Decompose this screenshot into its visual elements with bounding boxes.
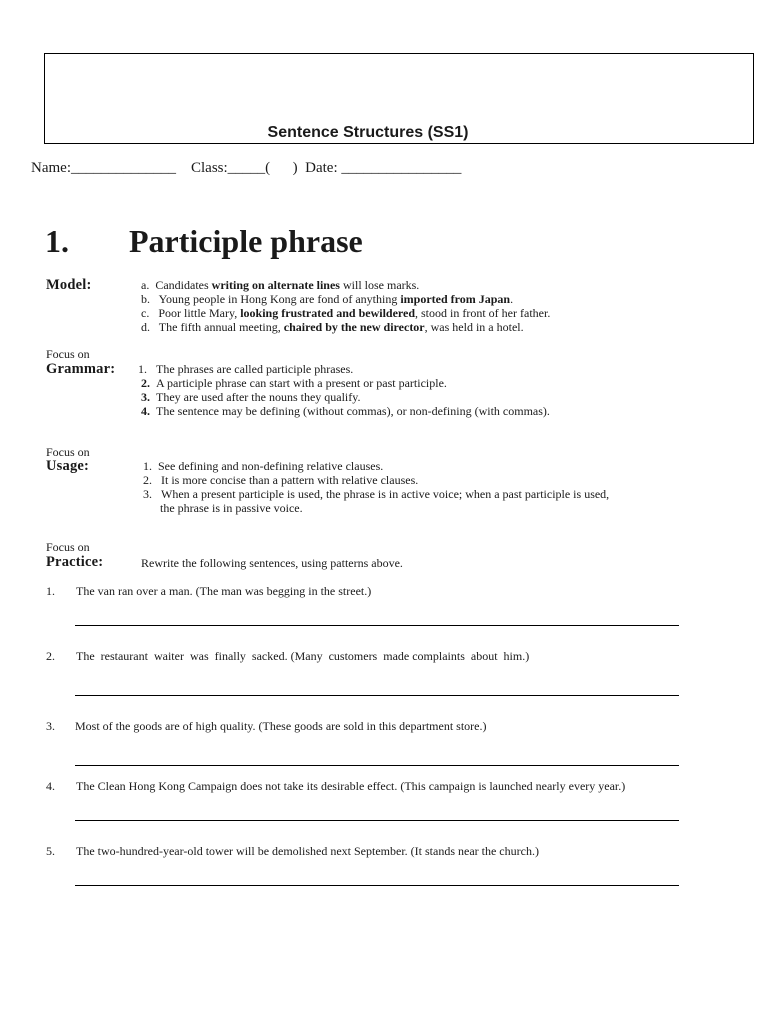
- section-number: 1.: [45, 223, 69, 259]
- usage-label: Usage:: [46, 458, 90, 474]
- grammar-item-marker: 3.: [141, 390, 150, 404]
- practice-instruction: Rewrite the following sentences, using patterns above.: [141, 556, 403, 570]
- usage-item-marker: 1.: [143, 459, 152, 473]
- question-text: The van ran over a man. (The man was begging in the street.): [76, 584, 372, 598]
- model-item-marker: a.: [141, 278, 150, 292]
- model-item: [141, 292, 513, 307]
- model-item-text: Young people in Hong Kong are fond of anything: [158, 292, 401, 306]
- grammar-item: [141, 390, 360, 405]
- model-item: [141, 278, 419, 293]
- grammar-item: [138, 362, 353, 377]
- usage-item-marker: 3.: [143, 487, 152, 501]
- model-item-marker: d.: [141, 320, 150, 334]
- grammar-label: Grammar:: [46, 361, 116, 377]
- model-item-text: .: [510, 292, 514, 306]
- usage-item-text: See defining and non-defining relative clauses.: [158, 459, 384, 473]
- grammar-item-marker: 4.: [141, 404, 150, 418]
- model-item-bold: writing on alternate lines: [211, 278, 340, 292]
- model-item-marker: b.: [141, 292, 150, 306]
- model-item-marker: c.: [141, 306, 150, 320]
- answer-line[interactable]: [75, 625, 679, 626]
- question-text: The Clean Hong Kong Campaign does not take its desirable effect. (This campaign is launched nearly every year.): [76, 779, 626, 793]
- question-number: 3.: [46, 719, 55, 733]
- model-item-bold: chaired by the new director: [283, 320, 425, 334]
- grammar-item-text: The phrases are called participle phrases.: [156, 362, 354, 376]
- answer-line[interactable]: [75, 695, 679, 696]
- section-title: Participle phrase: [129, 223, 363, 259]
- question-number: 4.: [46, 779, 55, 793]
- grammar-item-text: The sentence may be defining (without commas), or non-defining (with commas).: [156, 404, 550, 418]
- question-text: The restaurant waiter was finally sacked. (Many customers made complaints about him.): [76, 649, 530, 663]
- model-item-text: will lose marks.: [339, 278, 420, 292]
- usage-focus-label: Focus on: [46, 445, 90, 459]
- worksheet-title: Sentence Structures (SS1): [267, 124, 469, 141]
- question-number: 1.: [46, 584, 55, 598]
- model-item-text: The fifth annual meeting,: [158, 320, 284, 334]
- student-info-line: Name:______________ Class:_____( ) Date: ________________: [31, 160, 462, 176]
- usage-item-marker: 2.: [143, 473, 152, 487]
- model-label: Model:: [46, 277, 92, 293]
- model-item-text: Candidates: [155, 278, 212, 292]
- practice-focus-label: Focus on: [46, 540, 90, 554]
- usage-item: [143, 473, 418, 488]
- answer-line[interactable]: [75, 885, 679, 886]
- grammar-focus-label: Focus on: [46, 347, 90, 361]
- grammar-item: [141, 376, 447, 391]
- question-number: 5.: [46, 844, 55, 858]
- model-item-bold: imported from Japan: [400, 292, 511, 306]
- model-item: [141, 320, 524, 335]
- usage-item-text: When a present participle is used, the phrase is in active voice; when a past participle is used,: [161, 487, 610, 501]
- model-item-bold: looking frustrated and bewildered: [240, 306, 416, 320]
- model-item-text: , was held in a hotel.: [424, 320, 524, 334]
- usage-item: [143, 459, 383, 474]
- grammar-item-text: They are used after the nouns they qualify.: [156, 390, 361, 404]
- model-item: [141, 306, 550, 321]
- model-item-text: , stood in front of her father.: [415, 306, 551, 320]
- answer-line[interactable]: [75, 820, 679, 821]
- question-text: Most of the goods are of high quality. (These goods are sold in this department store.): [75, 719, 487, 733]
- practice-label: Practice:: [46, 554, 104, 570]
- model-item-text: Poor little Mary,: [158, 306, 241, 320]
- grammar-item-marker: 2.: [141, 376, 150, 390]
- answer-line[interactable]: [75, 765, 679, 766]
- usage-item-text: It is more concise than a pattern with relative clauses.: [161, 473, 419, 487]
- grammar-item: [141, 404, 550, 419]
- question-text: The two-hundred-year-old tower will be demolished next September. (It stands near the church.): [76, 844, 539, 858]
- question-number: 2.: [46, 649, 55, 663]
- usage-item: [143, 487, 609, 502]
- grammar-item-marker: 1.: [138, 362, 147, 376]
- grammar-item-text: A participle phrase can start with a present or past participle.: [156, 376, 447, 390]
- usage-item-continuation: the phrase is in passive voice.: [160, 501, 303, 515]
